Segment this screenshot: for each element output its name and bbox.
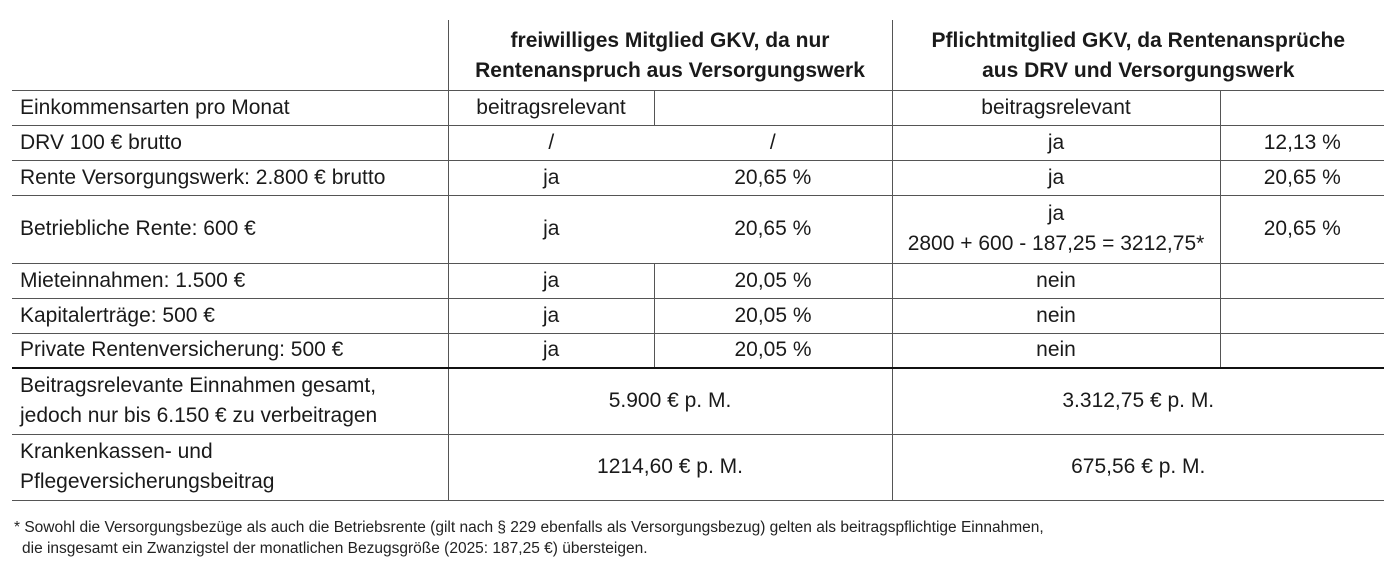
row-label: Mieteinnahmen: 1.500 € <box>12 263 448 298</box>
header-empty-cell <box>12 20 448 90</box>
footnote-line2: die insgesamt ein Zwanzigstel der monatlichen Bezugsgröße (2025: 187,25 €) übersteigen. <box>22 540 648 557</box>
table-row <box>12 90 1384 125</box>
mandatory-relevance <box>892 195 1220 263</box>
table-row <box>12 263 1384 298</box>
voluntary-relevance: ja <box>448 298 654 333</box>
row-label: Private Rentenversicherung: 500 € <box>12 333 448 368</box>
voluntary-relevance: beitragsrelevant <box>448 90 654 125</box>
header-voluntary-line2: Rentenanspruch aus Versorgungswerk <box>475 58 865 82</box>
mandatory-rate <box>1220 90 1384 125</box>
header-mandatory-line2: aus DRV und Versorgungswerk <box>982 58 1295 82</box>
mandatory-relevance: beitragsrelevant <box>892 90 1220 125</box>
footnote <box>14 517 1384 559</box>
summary-mandatory-value: 675,56 € p. M. <box>892 434 1384 500</box>
mandatory-rate <box>1220 298 1384 333</box>
mandatory-relevance: nein <box>892 333 1220 368</box>
voluntary-relevance: / <box>448 125 654 160</box>
summary-mandatory-value: 3.312,75 € p. M. <box>892 368 1384 434</box>
summary-label-line1: Krankenkassen- und <box>20 440 213 463</box>
row-label: Kapitalerträge: 500 € <box>12 298 448 333</box>
table-row <box>12 298 1384 333</box>
header-voluntary-member <box>448 20 892 90</box>
voluntary-rate: 20,05 % <box>654 298 892 333</box>
table-row <box>12 195 1384 263</box>
summary-label <box>12 434 448 500</box>
row-label: Rente Versorgungswerk: 2.800 € brutto <box>12 160 448 195</box>
voluntary-rate: 20,65 % <box>654 195 892 263</box>
mandatory-relevance: ja <box>892 125 1220 160</box>
mandatory-relevance: nein <box>892 263 1220 298</box>
summary-row <box>12 434 1384 500</box>
header-mandatory-member <box>892 20 1384 90</box>
mandatory-relevance-calculation: 2800 + 600 - 187,25 = 3212,75* <box>907 232 1205 255</box>
table-row <box>12 333 1384 368</box>
mandatory-relevance: ja <box>892 160 1220 195</box>
voluntary-rate <box>654 90 892 125</box>
voluntary-relevance: ja <box>448 195 654 263</box>
summary-label-line1: Beitragsrelevante Einnahmen gesamt, <box>20 374 377 398</box>
mandatory-rate: 12,13 % <box>1220 125 1384 160</box>
voluntary-relevance: ja <box>448 160 654 195</box>
header-voluntary-line1: freiwilliges Mitglied GKV, da nur <box>510 28 830 52</box>
header-mandatory-line1: Pflichtmitglied GKV, da Rentenansprüche <box>931 28 1345 52</box>
table-row <box>12 160 1384 195</box>
table-row <box>12 125 1384 160</box>
summary-voluntary-value: 1214,60 € p. M. <box>448 434 892 500</box>
footnote-line1: * Sowohl die Versorgungsbezüge als auch die Betriebsrente (gilt nach § 229 ebenfalls als Versorgungsbezug) gelten als beitragspflichtige Einnahmen, <box>14 519 1044 536</box>
summary-label-line2: jedoch nur bis 6.150 € zu verbeitragen <box>20 404 378 428</box>
summary-label-line2: Pflegeversicherungsbeitrag <box>20 470 275 493</box>
mandatory-rate: 20,65 % <box>1220 195 1384 263</box>
row-label: Einkommensarten pro Monat <box>12 90 448 125</box>
mandatory-rate: 20,65 % <box>1220 160 1384 195</box>
voluntary-rate: 20,05 % <box>654 263 892 298</box>
mandatory-rate <box>1220 263 1384 298</box>
mandatory-relevance: nein <box>892 298 1220 333</box>
voluntary-rate: / <box>654 125 892 160</box>
voluntary-relevance: ja <box>448 263 654 298</box>
voluntary-rate: 20,05 % <box>654 333 892 368</box>
summary-row <box>12 368 1384 434</box>
voluntary-rate: 20,65 % <box>654 160 892 195</box>
summary-label <box>12 368 448 434</box>
table-header-row <box>12 20 1384 90</box>
voluntary-relevance: ja <box>448 333 654 368</box>
contribution-comparison-table <box>12 20 1384 501</box>
row-label: DRV 100 € brutto <box>12 125 448 160</box>
summary-voluntary-value: 5.900 € p. M. <box>448 368 892 434</box>
mandatory-relevance-answer: ja <box>1047 202 1065 225</box>
mandatory-rate <box>1220 333 1384 368</box>
row-label: Betriebliche Rente: 600 € <box>12 195 448 263</box>
